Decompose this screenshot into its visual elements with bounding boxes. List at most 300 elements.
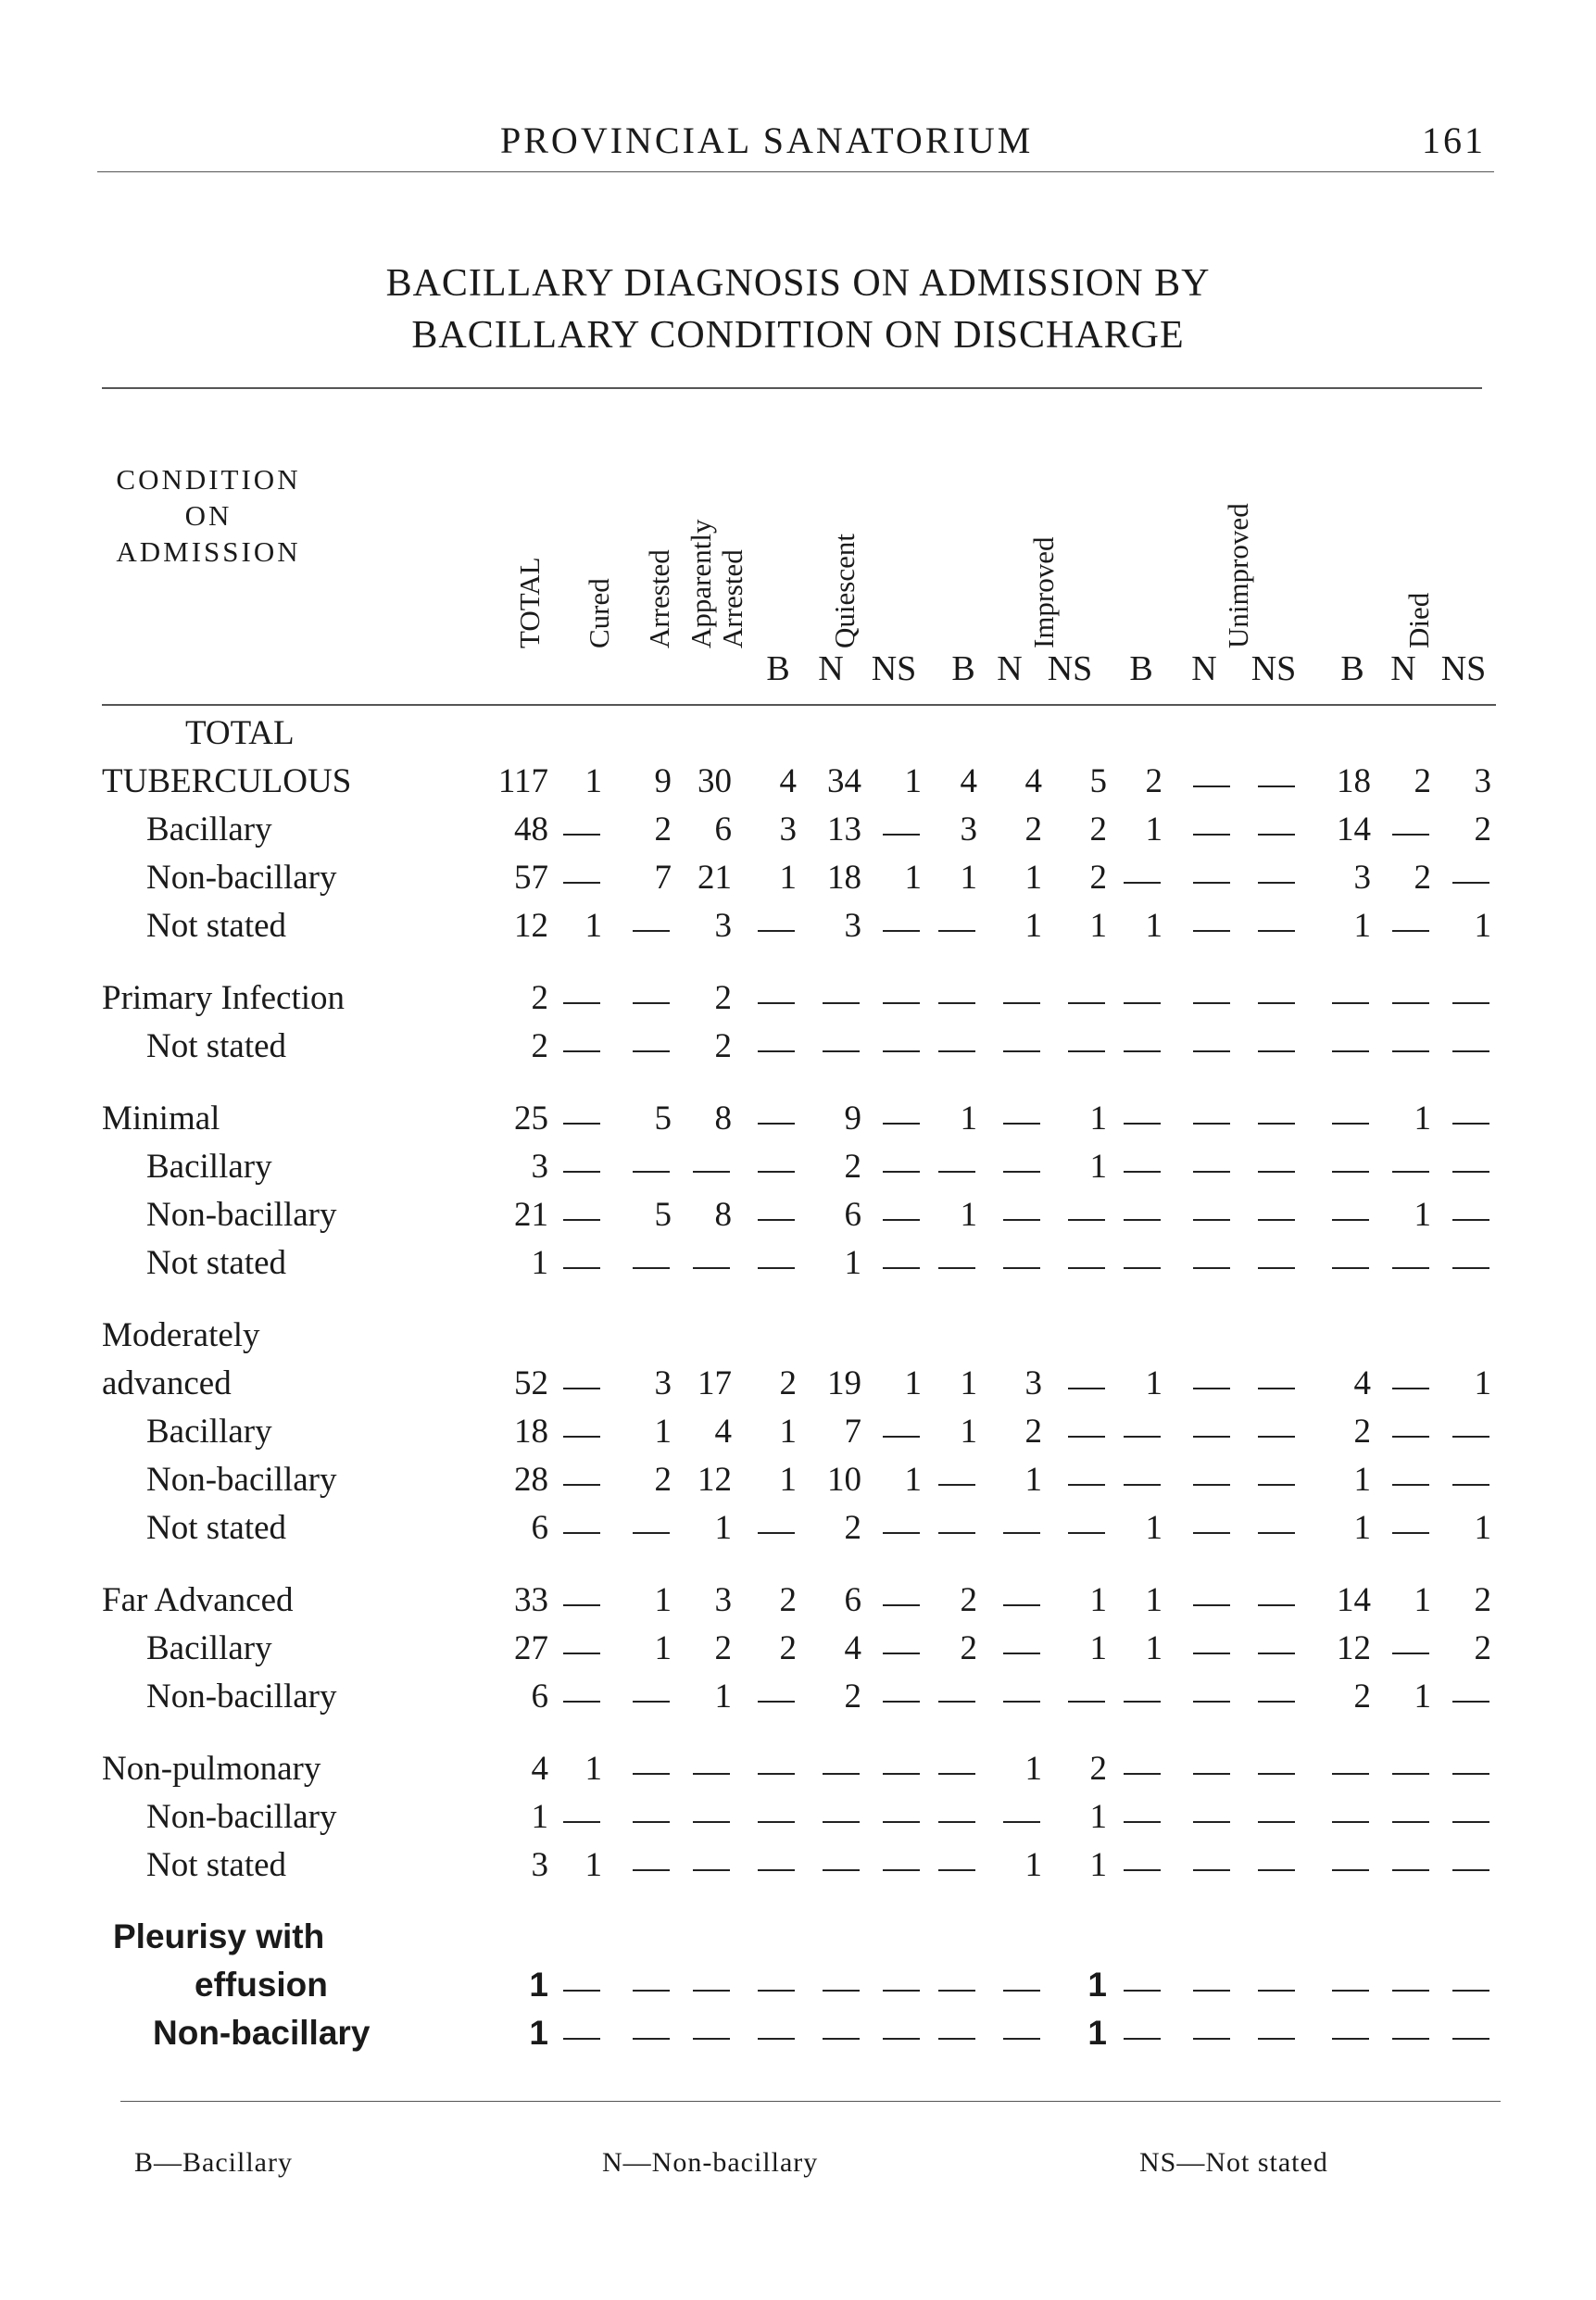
footnote — [0, 2147, 1596, 2184]
table-cell-dash — [1258, 1388, 1295, 1389]
table-cell-dash — [1003, 1171, 1040, 1173]
row-label: Bacillary — [146, 1413, 272, 1451]
table-cell-dash — [693, 1267, 730, 1269]
table-cell: 1 — [1089, 1100, 1107, 1137]
row-label: Not stated — [146, 1509, 287, 1547]
page-number: 161 — [1422, 119, 1486, 161]
table-cell: 1 — [1024, 1750, 1042, 1788]
table-cell: 6 — [844, 1196, 861, 1234]
table-cell-dash — [1392, 1388, 1429, 1389]
table-cell: 2 — [960, 1581, 977, 1619]
row-label: Non-bacillary — [153, 2014, 371, 2052]
table-cell: 9 — [654, 762, 672, 800]
table-cell-dash — [563, 1484, 600, 1486]
table-cell: 2 — [1474, 811, 1491, 848]
table-cell-dash — [1003, 1821, 1040, 1823]
table-cell-dash — [1193, 1773, 1230, 1775]
condition-header-line-2: ON — [184, 499, 232, 532]
table-cell-dash — [1193, 1050, 1230, 1052]
table-cell-dash — [1193, 1436, 1230, 1438]
table-cell: 1 — [1474, 907, 1491, 945]
table-cell-dash — [1392, 1653, 1429, 1654]
table-cell: 2 — [1353, 1413, 1371, 1451]
table-cell: 8 — [714, 1196, 732, 1234]
table-cell-dash — [1193, 1267, 1230, 1269]
table-cell: 1 — [1089, 1148, 1107, 1186]
table-cell-dash — [693, 1990, 730, 1992]
table-cell-dash — [1193, 1653, 1230, 1654]
table-cell: 1 — [1087, 2014, 1107, 2052]
table-cell-dash — [1392, 1267, 1429, 1269]
table-cell-dash — [1332, 2038, 1369, 2040]
table-cell-dash — [1258, 882, 1295, 884]
table-cell: 1 — [1089, 1629, 1107, 1667]
table-cell-dash — [1332, 1773, 1369, 1775]
table-cell-dash — [693, 2038, 730, 2040]
table-cell-dash — [693, 1869, 730, 1871]
condition-header-line-1: CONDITION — [116, 463, 301, 496]
table-cell-dash — [1068, 1436, 1105, 1438]
table-cell-dash — [758, 1869, 795, 1871]
table-cell-dash — [1332, 1821, 1369, 1823]
table-cell-dash — [1003, 1123, 1040, 1125]
table-cell-dash — [1452, 1002, 1489, 1004]
table-cell: 1 — [960, 1196, 977, 1234]
table-cell-dash — [883, 1604, 920, 1606]
table-cell: 1 — [844, 1244, 861, 1282]
table-cell-dash — [1068, 1701, 1105, 1703]
table-cell-dash — [938, 2038, 975, 2040]
table-cell-dash — [1193, 786, 1230, 787]
table-cell-dash — [758, 1990, 795, 1992]
table-cell-dash — [758, 930, 795, 932]
table-cell-dash — [1068, 1532, 1105, 1534]
table-cell-dash — [1068, 1050, 1105, 1052]
table-cell-dash — [1258, 1267, 1295, 1269]
table-cell: 18 — [827, 859, 861, 897]
table-cell-dash — [633, 2038, 670, 2040]
table-cell-dash — [563, 1388, 600, 1389]
table-cell-dash — [938, 1990, 975, 1992]
table-cell-dash — [1258, 1484, 1295, 1486]
table-cell-dash — [693, 1773, 730, 1775]
table-cell-dash — [758, 1123, 795, 1125]
row-label: TUBERCULOUS — [102, 762, 352, 800]
table-cell: 1 — [584, 1750, 602, 1788]
table-cell: 25 — [514, 1100, 548, 1137]
row-label: Pleurisy with — [113, 1917, 325, 1955]
table-cell: 13 — [827, 811, 861, 848]
table-cell-dash — [1452, 882, 1489, 884]
table-cell-dash — [1452, 1701, 1489, 1703]
table-cell-dash — [633, 1821, 670, 1823]
table-cell: 5 — [1089, 762, 1107, 800]
table-cell-dash — [1124, 1821, 1161, 1823]
table-cell-dash — [758, 1002, 795, 1004]
table-cell-dash — [633, 1532, 670, 1534]
table-cell: 2 — [1414, 859, 1431, 897]
subheader-n-10: N — [1390, 649, 1416, 688]
table-cell-dash — [1124, 1123, 1161, 1125]
table-cell-dash — [1332, 1267, 1369, 1269]
table-cell: 1 — [960, 1364, 977, 1402]
table-cell-dash — [883, 1219, 920, 1221]
table-cell-dash — [1068, 1388, 1105, 1389]
table-cell-dash — [1332, 1002, 1369, 1004]
row-label: Non-bacillary — [146, 1196, 337, 1234]
table-cell: 14 — [1337, 1581, 1371, 1619]
table-cell-dash — [1124, 1002, 1161, 1004]
table-cell: 2 — [531, 979, 548, 1017]
column-header-apparently-arrested: Apparently Arrested — [685, 519, 748, 648]
table-cell: 33 — [514, 1581, 548, 1619]
table-cell-dash — [1193, 930, 1230, 932]
table-cell-dash — [938, 1171, 975, 1173]
table-cell-dash — [1258, 1990, 1295, 1992]
table-cell: 2 — [1414, 762, 1431, 800]
table-cell-dash — [1452, 1267, 1489, 1269]
row-label: Bacillary — [146, 1148, 272, 1186]
table-cell: 1 — [1089, 907, 1107, 945]
table-cell: 5 — [654, 1196, 672, 1234]
subheader-ns-8: NS — [1250, 649, 1297, 688]
table-cell-dash — [883, 1050, 920, 1052]
table-cell-dash — [1392, 1990, 1429, 1992]
table-cell: 18 — [1337, 762, 1371, 800]
row-label: Non-bacillary — [146, 859, 337, 897]
table-cell-dash — [563, 1171, 600, 1173]
table-cell: 3 — [1024, 1364, 1042, 1402]
table-cell: 5 — [654, 1100, 672, 1137]
table-cell-dash — [563, 882, 600, 884]
table-cell-dash — [938, 1002, 975, 1004]
table-cell: 3 — [714, 1581, 732, 1619]
table-cell: 4 — [531, 1750, 548, 1788]
table-cell-dash — [938, 1821, 975, 1823]
table-cell: 2 — [531, 1027, 548, 1065]
table-cell: 1 — [1474, 1509, 1491, 1547]
table-cell-dash — [1193, 1171, 1230, 1173]
table-cell: 1 — [779, 1461, 797, 1499]
table-cell-dash — [1124, 1436, 1161, 1438]
table-cell: 57 — [514, 859, 548, 897]
table-cell-dash — [758, 1773, 795, 1775]
table-cell-dash — [758, 1219, 795, 1221]
column-header-unimproved: Unimproved — [1222, 503, 1254, 648]
table-cell: 1 — [654, 1629, 672, 1667]
subheader-ns-2: NS — [871, 649, 917, 688]
table-cell: 1 — [531, 1798, 548, 1836]
table-cell-dash — [633, 1002, 670, 1004]
table-cell-dash — [633, 1050, 670, 1052]
row-label: Non-bacillary — [146, 1678, 337, 1716]
table-cell: 117 — [497, 762, 548, 800]
running-head — [0, 119, 1596, 163]
table-cell-dash — [1003, 1990, 1040, 1992]
table-cell-dash — [633, 1990, 670, 1992]
table-cell-dash — [938, 1484, 975, 1486]
table-cell-dash — [1193, 1002, 1230, 1004]
table-cell-dash — [883, 2038, 920, 2040]
table-cell-dash — [1452, 1773, 1489, 1775]
table-cell-dash — [1258, 786, 1295, 787]
table-cell: 4 — [844, 1629, 861, 1667]
table-cell: 2 — [714, 979, 732, 1017]
table-cell: 3 — [531, 1846, 548, 1884]
table-cell-dash — [1003, 1219, 1040, 1221]
table-cell: 1 — [1145, 907, 1162, 945]
table-cell: 1 — [1414, 1581, 1431, 1619]
table-cell-dash — [1258, 1821, 1295, 1823]
table-cell: 6 — [714, 811, 732, 848]
table-cell-dash — [1124, 1267, 1161, 1269]
table-cell-dash — [883, 1701, 920, 1703]
row-label: Primary Infection — [102, 979, 345, 1017]
table-cell: 17 — [697, 1364, 732, 1402]
table-cell: 1 — [1089, 1581, 1107, 1619]
table-cell: 2 — [1474, 1581, 1491, 1619]
table-cell-dash — [823, 1821, 860, 1823]
table-cell-dash — [1258, 1436, 1295, 1438]
header-top-rule — [102, 387, 1482, 389]
table-cell-dash — [758, 2038, 795, 2040]
table-cell: 21 — [514, 1196, 548, 1234]
table-cell: 1 — [1414, 1196, 1431, 1234]
table-cell: 3 — [1474, 762, 1491, 800]
table-cell: 2 — [1145, 762, 1162, 800]
running-title: PROVINCIAL SANATORIUM — [500, 119, 1034, 161]
table-cell: 2 — [844, 1509, 861, 1547]
table-cell-dash — [563, 1123, 600, 1125]
table-cell: 1 — [904, 859, 922, 897]
table-cell-dash — [563, 1050, 600, 1052]
table-cell: 4 — [714, 1413, 732, 1451]
table-cell-dash — [1193, 1869, 1230, 1871]
table-cell: 30 — [697, 762, 732, 800]
table-cell-dash — [1392, 834, 1429, 836]
table-cell-dash — [938, 1869, 975, 1871]
table-cell-dash — [758, 1050, 795, 1052]
table-title-line-1: BACILLARY DIAGNOSIS ON ADMISSION BY — [385, 262, 1211, 305]
table-cell: 1 — [714, 1509, 732, 1547]
table-cell: 8 — [714, 1100, 732, 1137]
table-cell-dash — [1392, 1532, 1429, 1534]
table-cell-dash — [1258, 1002, 1295, 1004]
table-cell-dash — [1452, 1123, 1489, 1125]
table-cell: 7 — [654, 859, 672, 897]
table-cell: 1 — [904, 762, 922, 800]
table-cell-dash — [1258, 1701, 1295, 1703]
table-cell-dash — [1124, 1484, 1161, 1486]
table-cell-dash — [1068, 1219, 1105, 1221]
table-cell: 1 — [654, 1581, 672, 1619]
row-label: TOTAL — [185, 714, 295, 752]
table-cell-dash — [1332, 1123, 1369, 1125]
column-header-improved: Improved — [1027, 536, 1060, 648]
table-cell: 1 — [584, 762, 602, 800]
table-cell-dash — [633, 1171, 670, 1173]
table-cell: 2 — [654, 811, 672, 848]
table-cell: 1 — [1145, 1581, 1162, 1619]
table-cell: 14 — [1337, 811, 1371, 848]
table-cell: 1 — [1089, 1846, 1107, 1884]
table-cell-dash — [1124, 1219, 1161, 1221]
table-cell-dash — [1332, 1990, 1369, 1992]
table-cell: 1 — [529, 1966, 548, 2004]
table-cell: 12 — [514, 907, 548, 945]
table-cell-dash — [1193, 1484, 1230, 1486]
table-cell: 2 — [779, 1629, 797, 1667]
table-cell-dash — [563, 1990, 600, 1992]
row-label: effusion — [195, 1966, 328, 2004]
table-cell: 3 — [531, 1148, 548, 1186]
table-cell: 1 — [584, 907, 602, 945]
table-cell-dash — [1452, 1436, 1489, 1438]
table-cell: 1 — [1145, 1629, 1162, 1667]
row-label: Minimal — [102, 1100, 220, 1137]
table-cell-dash — [1258, 1532, 1295, 1534]
table-cell-dash — [1193, 1123, 1230, 1125]
table-cell: 4 — [960, 762, 977, 800]
subheader-n-1: N — [818, 649, 844, 688]
table-cell: 2 — [654, 1461, 672, 1499]
table-cell-dash — [1124, 1869, 1161, 1871]
table-cell-dash — [883, 1002, 920, 1004]
table-cell-dash — [563, 1604, 600, 1606]
table-cell: 1 — [531, 1244, 548, 1282]
table-cell-dash — [1392, 2038, 1429, 2040]
table-cell-dash — [883, 1123, 920, 1125]
table-cell: 2 — [844, 1678, 861, 1716]
table-cell: 2 — [779, 1581, 797, 1619]
table-cell: 2 — [1024, 811, 1042, 848]
table-cell: 1 — [1089, 1798, 1107, 1836]
table-cell-dash — [693, 1171, 730, 1173]
table-cell: 1 — [1087, 1966, 1107, 2004]
table-cell-dash — [883, 1436, 920, 1438]
table-cell-dash — [1392, 1484, 1429, 1486]
table-cell: 1 — [1024, 1461, 1042, 1499]
table-cell-dash — [1452, 1050, 1489, 1052]
table-cell: 2 — [1089, 1750, 1107, 1788]
table-cell-dash — [1258, 1869, 1295, 1871]
table-cell-dash — [883, 1773, 920, 1775]
table-cell-dash — [1332, 1171, 1369, 1173]
table-cell-dash — [1332, 1869, 1369, 1871]
table-cell-dash — [1258, 1171, 1295, 1173]
table-cell: 34 — [827, 762, 861, 800]
header-bottom-rule — [102, 704, 1496, 706]
table-cell-dash — [633, 930, 670, 932]
table-cell-dash — [1258, 2038, 1295, 2040]
table-cell: 2 — [1353, 1678, 1371, 1716]
table-cell: 2 — [1089, 811, 1107, 848]
table-cell: 2 — [779, 1364, 797, 1402]
row-label: Non-bacillary — [146, 1461, 337, 1499]
table-cell-dash — [1392, 1436, 1429, 1438]
table-cell-dash — [1124, 1701, 1161, 1703]
table-cell: 48 — [514, 811, 548, 848]
table-cell-dash — [938, 1701, 975, 1703]
table-cell: 7 — [844, 1413, 861, 1451]
table-cell-dash — [1124, 1990, 1161, 1992]
table-cell-dash — [758, 1532, 795, 1534]
table-cell-dash — [1193, 1532, 1230, 1534]
table-cell-dash — [1392, 1869, 1429, 1871]
table-cell-dash — [1068, 1267, 1105, 1269]
table-cell: 2 — [960, 1629, 977, 1667]
table-cell: 1 — [904, 1461, 922, 1499]
table-cell: 1 — [584, 1846, 602, 1884]
table-cell: 1 — [960, 1413, 977, 1451]
table-cell-dash — [1193, 834, 1230, 836]
table-cell-dash — [1193, 1701, 1230, 1703]
table-cell-dash — [823, 1050, 860, 1052]
row-label: Bacillary — [146, 811, 272, 848]
table-cell-dash — [1124, 2038, 1161, 2040]
table-title — [0, 258, 1596, 361]
table-cell-dash — [1003, 1653, 1040, 1654]
table-cell: 1 — [654, 1413, 672, 1451]
table-cell-dash — [938, 930, 975, 932]
subheader-ns-11: NS — [1440, 649, 1487, 688]
table-cell: 1 — [1145, 811, 1162, 848]
table-cell: 3 — [960, 811, 977, 848]
subheader-n-4: N — [997, 649, 1023, 688]
table-cell-dash — [563, 1436, 600, 1438]
table-cell-dash — [1003, 2038, 1040, 2040]
subheader-b-9: B — [1340, 649, 1364, 688]
table-cell: 1 — [1145, 1509, 1162, 1547]
table-cell-dash — [1452, 1171, 1489, 1173]
table-cell: 9 — [844, 1100, 861, 1137]
table-cell: 6 — [531, 1678, 548, 1716]
table-cell-dash — [823, 1773, 860, 1775]
table-cell: 10 — [827, 1461, 861, 1499]
table-cell-dash — [1258, 1219, 1295, 1221]
table-cell-dash — [758, 1821, 795, 1823]
table-cell: 1 — [1414, 1100, 1431, 1137]
table-cell: 27 — [514, 1629, 548, 1667]
table-cell: 3 — [1353, 859, 1371, 897]
table-cell: 1 — [960, 859, 977, 897]
table-cell: 1 — [1474, 1364, 1491, 1402]
table-cell-dash — [563, 834, 600, 836]
table-cell: 3 — [779, 811, 797, 848]
table-cell-dash — [1003, 1532, 1040, 1534]
table-cell-dash — [1193, 2038, 1230, 2040]
table-cell-dash — [693, 1821, 730, 1823]
table-cell: 2 — [1024, 1413, 1042, 1451]
table-cell-dash — [563, 1821, 600, 1823]
table-cell: 2 — [714, 1027, 732, 1065]
bottom-rule — [120, 2101, 1501, 2102]
table-cell-dash — [1193, 882, 1230, 884]
table-cell-dash — [883, 1990, 920, 1992]
table-cell-dash — [883, 834, 920, 836]
table-cell-dash — [883, 1821, 920, 1823]
table-cell-dash — [563, 1002, 600, 1004]
column-header-arrested: Arrested — [643, 549, 675, 648]
row-label: Non-bacillary — [146, 1798, 337, 1836]
condition-header-line-3: ADMISSION — [116, 535, 301, 568]
table-cell-dash — [938, 1050, 975, 1052]
table-cell-dash — [633, 1869, 670, 1871]
table-cell-dash — [1392, 1821, 1429, 1823]
table-cell: 1 — [779, 1413, 797, 1451]
top-rule — [97, 171, 1494, 172]
row-label: Bacillary — [146, 1629, 272, 1667]
